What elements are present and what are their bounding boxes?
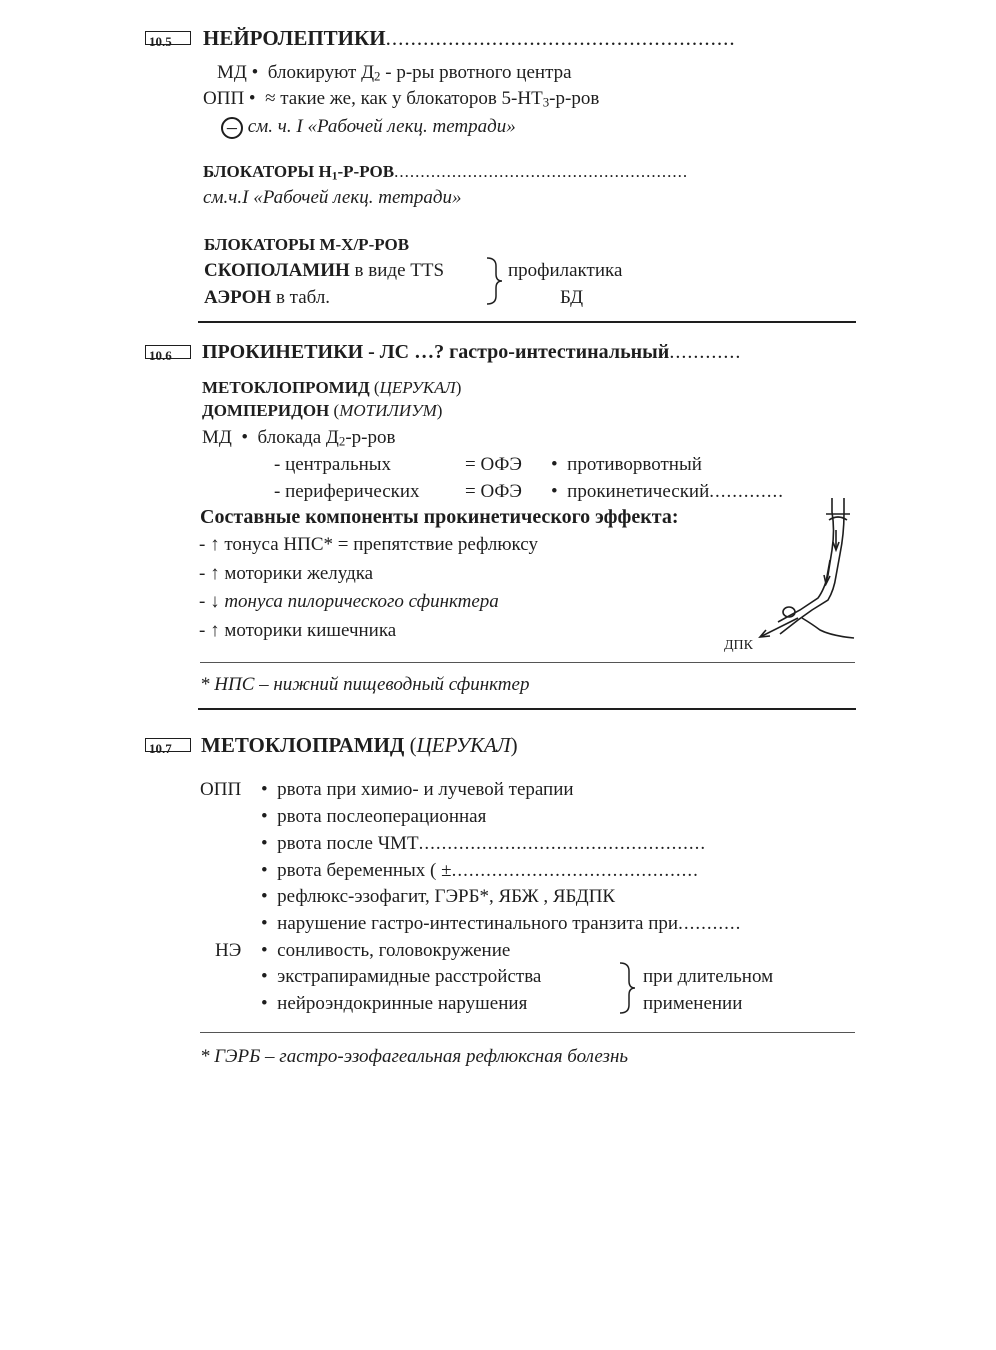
list-item: • рвота при химио- и лучевой терапии bbox=[261, 779, 574, 800]
md-text-b: -р-ров bbox=[345, 427, 396, 448]
section-divider bbox=[198, 708, 856, 710]
section-number-10-5: 10.5 bbox=[145, 31, 191, 45]
drug-trade-name: ЦЕРУКАЛ bbox=[379, 378, 456, 397]
brace-icon bbox=[617, 961, 637, 1015]
aeron-form: в табл. bbox=[271, 287, 331, 308]
leader-dots: ........................................... bbox=[451, 860, 699, 881]
md-text-b: - р-ры рвотного центра bbox=[380, 62, 572, 83]
footnote-nps: * НПС – нижний пищеводный сфинктер bbox=[200, 674, 530, 695]
component-text: тонуса НПС* = препятствие рефлюксу bbox=[224, 534, 538, 555]
peripheral-effect: • прокинетический............. bbox=[551, 481, 785, 502]
drug-name: ДОМПЕРИДОН bbox=[202, 401, 330, 420]
list-item-text: рвота послеоперационная bbox=[277, 806, 487, 827]
arrow-up-icon: ↑ bbox=[210, 620, 220, 641]
arrow-down-icon: ↓ bbox=[210, 591, 220, 612]
list-item-text: рефлюкс-эзофагит, ГЭРБ*, ЯБЖ , ЯБДПК bbox=[277, 886, 616, 907]
title-trade-name: ЦЕРУКАЛ bbox=[416, 733, 511, 757]
leader-dots: ........... bbox=[678, 913, 742, 934]
h1-reference: см.ч.I «Рабочей лекц. тетради» bbox=[203, 187, 462, 208]
section-number-10-7: 10.7 bbox=[145, 738, 191, 752]
scopolamine-form: в виде TTS bbox=[349, 260, 445, 281]
brace-icon bbox=[484, 256, 504, 306]
brace-text-prolonged: при длительном bbox=[643, 966, 774, 987]
reference-text: см. ч. I «Рабочей лекц. тетради» bbox=[247, 116, 516, 137]
peripheral-effect-text: прокинетический bbox=[567, 481, 710, 502]
peripheral-label: - периферических bbox=[274, 481, 420, 502]
md-subscript: 2 bbox=[338, 433, 346, 449]
brace-text-prophylaxis: профилактика bbox=[508, 260, 623, 281]
scopolamine-name: СКОПОЛАМИН bbox=[204, 260, 350, 281]
reference-line bbox=[221, 117, 516, 139]
leader-dots: .................................................. bbox=[418, 833, 707, 854]
esophagus-left-wall bbox=[778, 498, 834, 622]
footnote-gerd: * ГЭРБ – гастро-эзофагеальная рефлюксная болезнь bbox=[200, 1046, 629, 1067]
list-item: • нейроэндокринные нарушения bbox=[261, 993, 528, 1014]
md-text-a: блокируют Д bbox=[267, 62, 375, 83]
central-effect: • противорвотный bbox=[551, 454, 702, 475]
minus-circle-icon: − bbox=[221, 117, 243, 139]
h1-blockers-title bbox=[203, 162, 689, 183]
list-item: • сонливость, головокружение bbox=[261, 940, 511, 961]
list-item: • рефлюкс-эзофагит, ГЭРБ*, ЯБЖ , ЯБДПК bbox=[261, 886, 616, 907]
list-item: • нарушение гастро-интестинального транзита при........... bbox=[261, 913, 742, 934]
h1-leader-dots: ........................................................ bbox=[394, 162, 689, 181]
drug-metoclopramide: МЕТОКЛОПРОМИД (ЦЕРУКАЛ) bbox=[202, 378, 462, 397]
list-item: • рвота беременных ( ±........................................... bbox=[261, 860, 699, 881]
ne-label: НЭ bbox=[215, 940, 242, 961]
h1-title-a: БЛОКАТОРЫ Н bbox=[203, 162, 332, 181]
section-number-10-6: 10.6 bbox=[145, 345, 191, 359]
opp-subscript: 3 bbox=[542, 94, 550, 110]
drug-name: МЕТОКЛОПРОМИД bbox=[202, 378, 370, 397]
aeron-line bbox=[204, 288, 330, 307]
opp-text-b: -р-ров bbox=[549, 88, 600, 109]
section-divider bbox=[198, 321, 856, 323]
opp-line: ОПП • ≈ такие же, как у блокаторов $5-НТ_3-р$-ров bbox=[203, 88, 600, 110]
component-text: моторики желудка bbox=[224, 563, 374, 584]
md-subscript: 2 bbox=[374, 68, 381, 84]
component-item: - ↑ тонуса НПС* = препятствие рефлюксу bbox=[199, 534, 538, 555]
section-title-neuroleptics bbox=[203, 28, 736, 49]
arrow-up-icon: ↑ bbox=[210, 563, 220, 584]
md-label: МД bbox=[202, 427, 232, 448]
drug-domperidone: ДОМПЕРИДОН (МОТИЛИУМ) bbox=[202, 401, 443, 420]
brace-text-bd: БД bbox=[560, 287, 584, 308]
md-label: МД bbox=[217, 62, 247, 83]
h1-subscript: 1 bbox=[331, 169, 338, 183]
central-label: - центральных bbox=[274, 454, 392, 475]
opp-label: ОПП bbox=[203, 88, 245, 109]
list-item-text: нарушение гастро-интестинального транзита при bbox=[277, 913, 679, 934]
mx-blockers-title: БЛОКАТОРЫ М-Х/Р-РОВ bbox=[204, 235, 410, 254]
component-item: - ↓ тонуса пилорического сфинктера bbox=[199, 591, 499, 612]
title-text: НЕЙРОЛЕПТИКИ bbox=[203, 26, 386, 50]
opp-label: ОПП bbox=[200, 779, 242, 800]
component-item: - ↑ моторики желудка bbox=[199, 563, 374, 584]
h1-title-b: -Р-РОВ bbox=[337, 162, 395, 181]
peripheral-eq: = ОФЭ bbox=[465, 481, 522, 502]
md-line: МД • блокада $Д_2-р$-ров bbox=[202, 427, 396, 449]
scopolamine-line bbox=[204, 261, 444, 280]
section-title-prokinetics bbox=[202, 342, 741, 362]
md-line: МД • блокируют $Д_2 - р-ры$ рвотного центра bbox=[217, 62, 572, 84]
title-leader-dots: ........................................................ bbox=[385, 26, 736, 50]
list-item: • рвота послеоперационная bbox=[261, 806, 487, 827]
aeron-name: АЭРОН bbox=[204, 287, 272, 308]
section-title-metoclopramide: МЕТОКЛОПРАМИД (ЦЕРУКАЛ) bbox=[201, 733, 518, 757]
opp-text-a: ≈ такие же, как у блокаторов 5-НТ bbox=[265, 88, 543, 109]
central-eq: = ОФЭ bbox=[465, 454, 522, 475]
title-leader-dots: ............ bbox=[669, 341, 742, 363]
list-item-text: сонливость, головокружение bbox=[277, 940, 511, 961]
list-item-text: рвота при химио- и лучевой терапии bbox=[277, 779, 574, 800]
diagram-label-dpk: ДПК bbox=[724, 638, 753, 653]
md-text-a: блокада Д bbox=[257, 427, 339, 448]
brace-text-use: применении bbox=[643, 993, 743, 1014]
drug-trade-name: МОТИЛИУМ bbox=[339, 401, 437, 420]
list-item-text: рвота беременных ( ± bbox=[277, 860, 452, 881]
components-title: Составные компоненты прокинетического эффекта: bbox=[200, 506, 679, 528]
component-text: моторики кишечника bbox=[224, 620, 397, 641]
title-text: МЕТОКЛОПРАМИД bbox=[201, 733, 405, 757]
footnote-divider bbox=[200, 662, 855, 663]
component-item: - ↑ моторики кишечника bbox=[199, 620, 397, 641]
list-item-text: нейроэндокринные нарушения bbox=[277, 993, 528, 1014]
central-effect-text: противорвотный bbox=[567, 454, 702, 475]
title-text: ПРОКИНЕТИКИ - ЛС …? гастро-интестинальный bbox=[202, 341, 670, 363]
list-item: • экстрапирамидные расстройства bbox=[261, 966, 542, 987]
peripheral-leader-dots: ............. bbox=[709, 481, 785, 502]
duodenum-wall bbox=[802, 618, 854, 638]
footnote-divider bbox=[200, 1032, 855, 1033]
list-item-text: рвота после ЧМТ bbox=[277, 833, 419, 854]
stomach-diagram bbox=[740, 490, 860, 660]
component-text: тонуса пилорического сфинктера bbox=[224, 591, 499, 612]
list-item: • рвота после ЧМТ.................................................. bbox=[261, 833, 707, 854]
list-item-text: экстрапирамидные расстройства bbox=[277, 966, 542, 987]
arrow-up-icon: ↑ bbox=[210, 534, 220, 555]
esophagus-right-wall bbox=[780, 498, 844, 634]
